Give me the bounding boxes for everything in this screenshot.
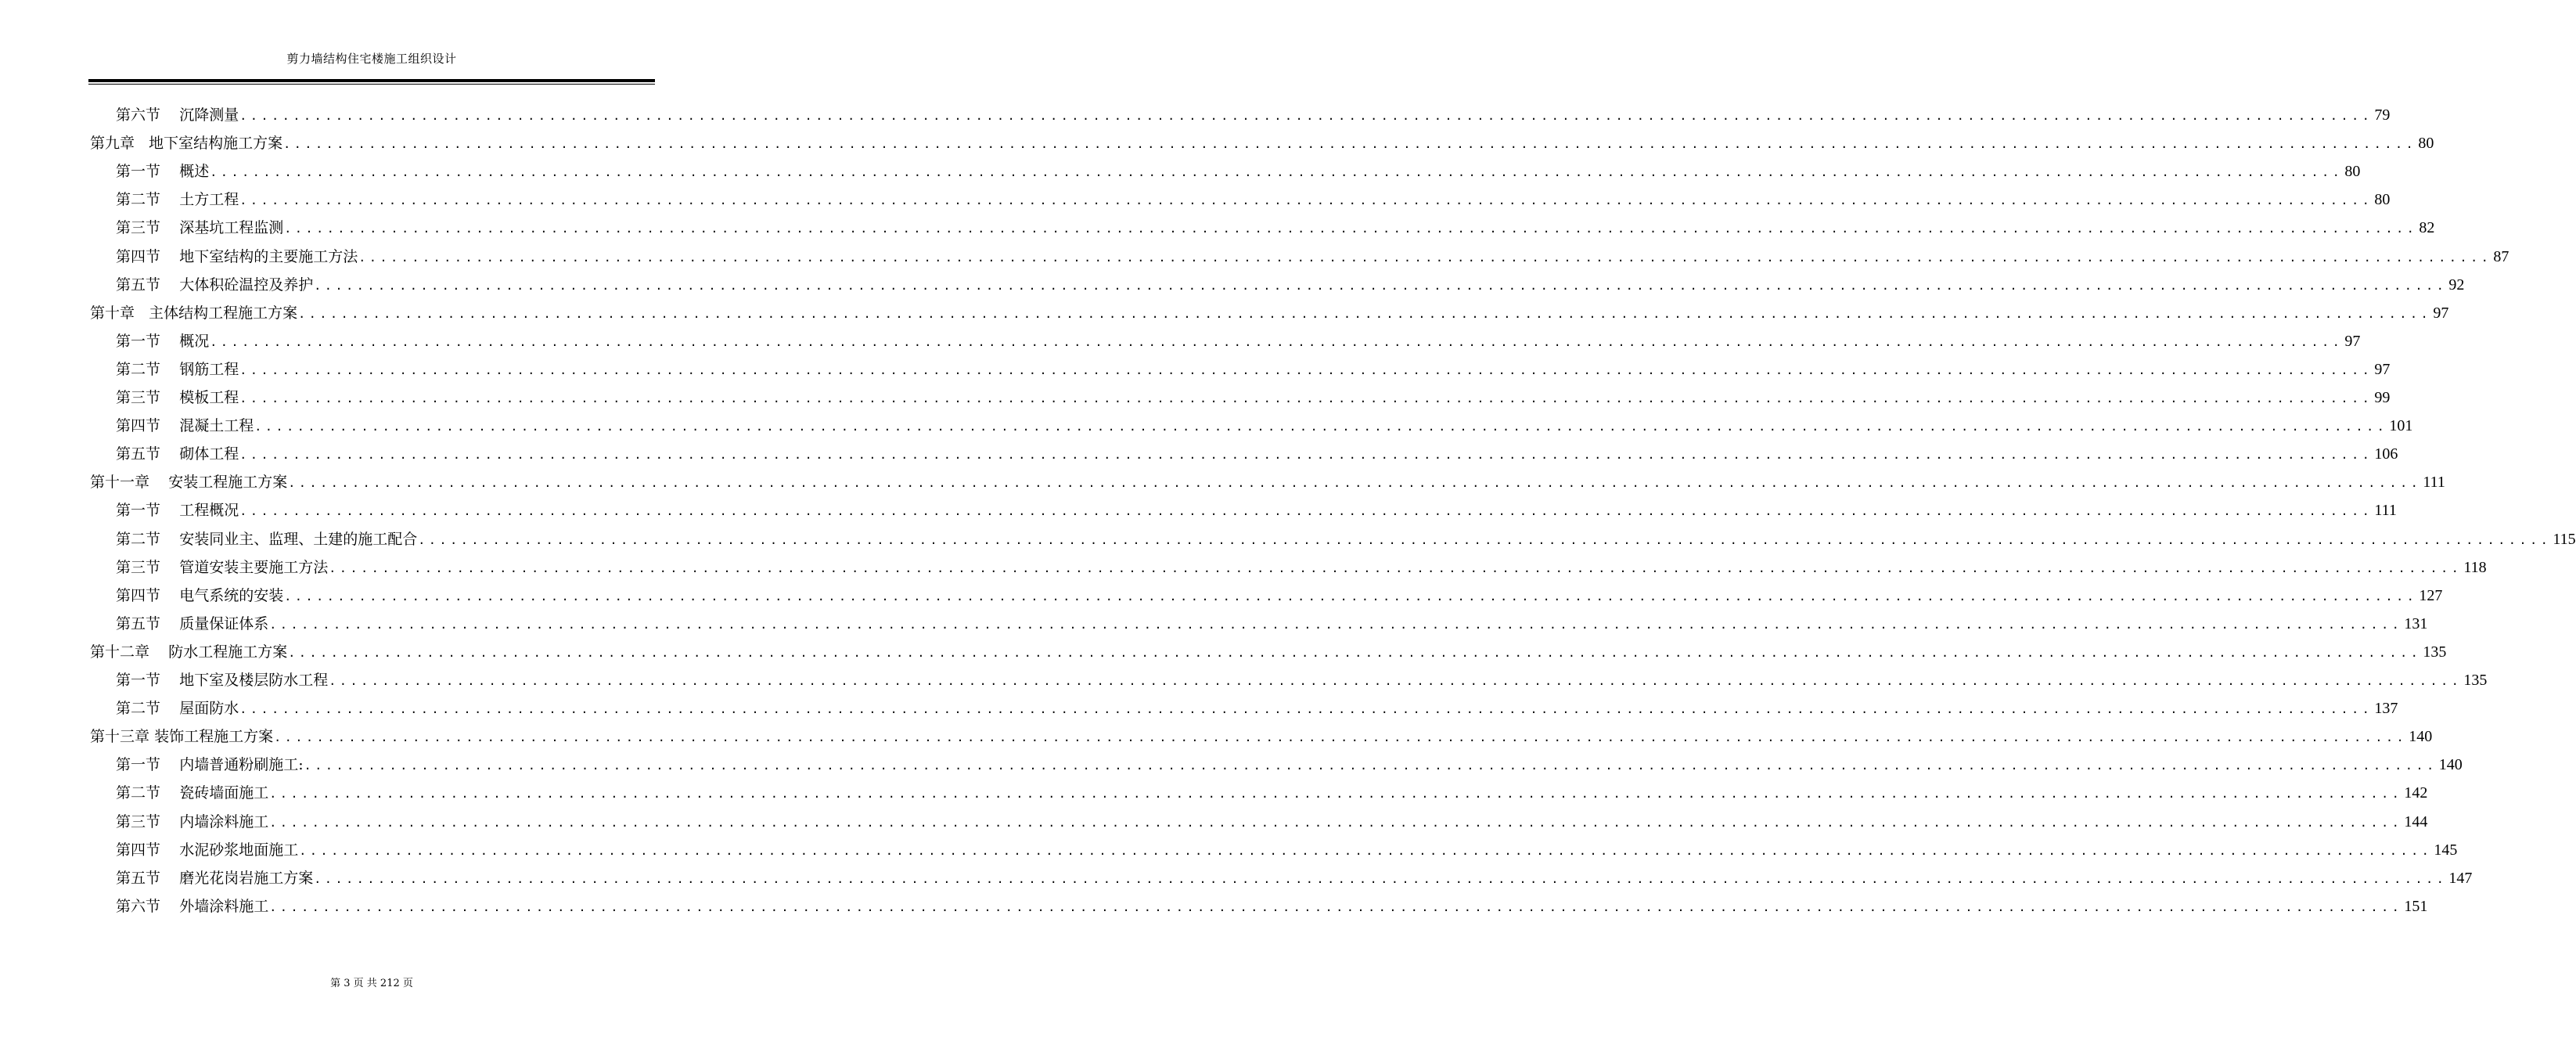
toc-entry-title: 瓷砖墙面施工 [179, 784, 269, 802]
toc-entry-gap [160, 330, 179, 353]
toc-entry-label: 第一节 [116, 502, 161, 520]
toc-entry-title: 内墙普通粉刷施工: [179, 756, 304, 774]
toc-entry-label: 第四节 [116, 247, 161, 265]
toc-entry-gap [160, 528, 179, 551]
toc-dot-leader: ........................................................................................................................................................................................................ [283, 137, 2417, 152]
toc-entry-title: 装饰工程施工方案 [154, 728, 274, 746]
toc-entry-gap [160, 838, 179, 862]
toc-entry-title: 内墙涂料施工 [179, 812, 269, 830]
toc-page-number: 80 [2374, 191, 2391, 209]
toc-dot-leader: ........................................................................................................................................................................................................ [304, 758, 2437, 773]
toc-entry-gap [149, 640, 168, 664]
toc-entry-title: 地下室结构的主要施工方法 [179, 247, 358, 265]
toc-page-number: 142 [2404, 784, 2428, 802]
toc-section-entry [116, 386, 2391, 409]
toc-section-entry [116, 584, 2443, 607]
toc-entry-label: 第四节 [116, 586, 161, 604]
toc-dot-leader: ........................................................................................................................................................................................................ [274, 730, 2408, 745]
toc-entry-label: 第二节 [116, 784, 161, 802]
toc-entry-gap [160, 442, 179, 466]
toc-entry-gap [160, 866, 179, 890]
toc-dot-leader: ........................................................................................................................................................................................................ [329, 560, 2463, 575]
toc-entry-title: 主体结构工程施工方案 [149, 304, 298, 322]
toc-entry-gap [160, 612, 179, 636]
toc-entry-title: 钢筋工程 [179, 360, 239, 378]
toc-page-number: 115 [2553, 530, 2576, 548]
toc-entry-title: 概况 [179, 332, 210, 350]
toc-dot-leader: ........................................................................................................................................................................................................ [284, 222, 2418, 236]
toc-dot-leader: ........................................................................................................................................................................................................ [269, 787, 2403, 802]
toc-page-number: 135 [2463, 672, 2488, 689]
toc-page-number: 147 [2448, 869, 2473, 887]
toc-entry-title: 地下室结构施工方案 [149, 135, 283, 153]
toc-dot-leader: ........................................................................................................................................................................................................ [254, 420, 2388, 434]
toc-dot-leader: ........................................................................................................................................................................................................ [269, 899, 2403, 914]
toc-entry-title: 管道安装主要施工方法 [179, 558, 329, 576]
header-divider-thin [88, 84, 655, 85]
toc-entry-title: 模板工程 [179, 389, 239, 406]
toc-page-number: 127 [2419, 586, 2443, 604]
toc-entry-gap [160, 386, 179, 409]
toc-section-entry [116, 103, 2391, 127]
toc-entry-gap [160, 895, 179, 918]
toc-section-entry [116, 528, 2576, 551]
toc-entry-title: 电气系统的安装 [179, 586, 284, 604]
toc-page-number: 140 [2438, 756, 2463, 774]
toc-section-entry [116, 810, 2428, 834]
toc-dot-leader: ........................................................................................................................................................................................................ [298, 306, 2432, 321]
toc-entry-gap [160, 753, 179, 776]
toc-page-number: 79 [2374, 106, 2391, 124]
toc-chapter-entry [90, 132, 2434, 155]
toc-dot-leader: ........................................................................................................................................................................................................ [358, 250, 2492, 265]
toc-entry-gap [160, 245, 179, 268]
toc-entry-gap [160, 697, 179, 720]
toc-entry-label: 第四节 [116, 417, 161, 435]
toc-section-entry [116, 188, 2391, 211]
toc-entry-label: 第三节 [116, 558, 161, 576]
toc-entry-gap [160, 358, 179, 381]
toc-entry-title: 水泥砂浆地面施工 [179, 841, 299, 859]
toc-page-number: 111 [2374, 502, 2397, 520]
toc-dot-leader: ........................................................................................................................................................................................................ [314, 871, 2448, 886]
toc-page-number: 80 [2418, 135, 2434, 153]
toc-page-number: 99 [2374, 389, 2391, 406]
toc-page-number: 144 [2404, 812, 2428, 830]
toc-entry-title: 磨光花岗岩施工方案 [179, 869, 314, 887]
toc-entry-label: 第六节 [116, 106, 161, 124]
toc-chapter-entry [90, 725, 2433, 748]
toc-entry-title: 屋面防水 [179, 700, 239, 718]
toc-entry-label: 第二节 [116, 530, 161, 548]
toc-entry-label: 第一节 [116, 332, 161, 350]
toc-dot-leader: ........................................................................................................................................................................................................ [239, 362, 2373, 377]
toc-section-entry [116, 414, 2413, 438]
toc-entry-label: 第三节 [116, 389, 161, 406]
toc-entry-title: 质量保证体系 [179, 614, 269, 632]
page-footer: 第 3 页 共 212 页 [330, 978, 413, 989]
toc-entry-label: 第十章 [90, 304, 135, 322]
toc-section-entry [116, 330, 2361, 353]
toc-dot-leader: ........................................................................................................................................................................................................ [299, 843, 2433, 858]
toc-entry-title: 防水工程施工方案 [168, 643, 288, 661]
toc-entry-title: 土方工程 [179, 191, 239, 209]
toc-section-entry [116, 668, 2488, 692]
toc-entry-gap [160, 160, 179, 183]
toc-dot-leader: ........................................................................................................................................................................................................ [210, 165, 2344, 180]
toc-entry-label: 第一节 [116, 756, 161, 774]
toc-entry-label: 第二节 [116, 700, 161, 718]
toc-section-entry [116, 612, 2428, 636]
toc-entry-gap [160, 499, 179, 522]
toc-dot-leader: ........................................................................................................................................................................................................ [239, 504, 2373, 519]
toc-dot-leader: ........................................................................................................................................................................................................ [239, 702, 2373, 717]
toc-dot-leader: ........................................................................................................................................................................................................ [418, 532, 2552, 547]
toc-entry-gap [160, 103, 179, 127]
toc-dot-leader: ........................................................................................................................................................................................................ [329, 674, 2463, 688]
toc-dot-leader: ........................................................................................................................................................................................................ [288, 645, 2422, 660]
toc-entry-label: 第五节 [116, 869, 161, 887]
toc-page-number: 97 [2344, 332, 2361, 350]
toc-entry-label: 第一节 [116, 163, 161, 181]
toc-entry-title: 外墙涂料施工 [179, 897, 269, 915]
toc-entry-title: 地下室及楼层防水工程 [179, 672, 329, 689]
toc-entry-gap [160, 668, 179, 692]
toc-entry-gap [160, 556, 179, 579]
toc-page-number: 151 [2404, 897, 2428, 915]
toc-entry-label: 第三节 [116, 219, 161, 237]
toc-entry-label: 第一节 [116, 672, 161, 689]
toc-section-entry [116, 160, 2361, 183]
toc-entry-gap [160, 810, 179, 834]
toc-entry-title: 安装同业主、监理、土建的施工配合 [179, 530, 418, 548]
toc-entry-title: 混凝土工程 [179, 417, 254, 435]
toc-section-entry [116, 781, 2428, 805]
toc-section-entry [116, 753, 2463, 776]
toc-page-number: 92 [2448, 276, 2465, 294]
toc-page-number: 97 [2433, 304, 2449, 322]
toc-chapter-entry [90, 640, 2447, 664]
toc-page-number: 87 [2493, 247, 2509, 265]
page-header-title: 剪力墙结构住宅楼施工组织设计 [286, 52, 457, 66]
toc-entry-title: 大体积砼温控及养护 [179, 276, 314, 294]
toc-entry-label: 第五节 [116, 614, 161, 632]
toc-entry-label: 第十二章 [90, 643, 150, 661]
toc-entry-gap [160, 584, 179, 607]
toc-entry-label: 第五节 [116, 445, 161, 463]
toc-section-entry [116, 216, 2435, 240]
toc-page-number: 131 [2404, 614, 2428, 632]
header-divider-thick [88, 79, 655, 82]
toc-entry-title: 砌体工程 [179, 445, 239, 463]
toc-entry-gap [160, 781, 179, 805]
toc-entry-label: 第十一章 [90, 474, 150, 492]
toc-page-number: 80 [2344, 163, 2361, 181]
toc-entry-label: 第三节 [116, 812, 161, 830]
toc-entry-title: 概述 [179, 163, 210, 181]
toc-entry-gap [135, 301, 149, 325]
toc-entry-label: 第五节 [116, 276, 161, 294]
toc-page-number: 140 [2409, 728, 2433, 746]
toc-section-entry [116, 499, 2397, 522]
toc-entry-label: 第四节 [116, 841, 161, 859]
toc-section-entry [116, 697, 2398, 720]
toc-section-entry [116, 245, 2509, 268]
toc-section-entry [116, 556, 2487, 579]
toc-page-number: 111 [2423, 474, 2445, 492]
toc-page-number: 137 [2374, 700, 2398, 718]
toc-entry-title: 沉降测量 [179, 106, 239, 124]
toc-dot-leader: ........................................................................................................................................................................................................ [269, 815, 2403, 830]
toc-section-entry [116, 895, 2428, 918]
toc-entry-gap [160, 188, 179, 211]
toc-dot-leader: ........................................................................................................................................................................................................ [269, 617, 2403, 632]
toc-entry-label: 第九章 [90, 135, 135, 153]
toc-section-entry [116, 442, 2398, 466]
toc-section-entry [116, 358, 2391, 381]
toc-dot-leader: ........................................................................................................................................................................................................ [288, 476, 2422, 491]
toc-entry-title: 工程概况 [179, 502, 239, 520]
toc-chapter-entry [90, 301, 2449, 325]
toc-entry-title: 安装工程施工方案 [168, 474, 288, 492]
toc-entry-gap [160, 414, 179, 438]
toc-entry-label: 第二节 [116, 191, 161, 209]
toc-entry-label: 第二节 [116, 360, 161, 378]
toc-entry-gap [160, 216, 179, 240]
toc-page-number: 118 [2463, 558, 2487, 576]
toc-entry-gap [135, 132, 149, 155]
toc-dot-leader: ........................................................................................................................................................................................................ [239, 109, 2373, 123]
toc-entry-gap [160, 273, 179, 297]
toc-page-number: 106 [2374, 445, 2398, 463]
toc-entry-title: 深基坑工程监测 [179, 219, 284, 237]
toc-page-number: 135 [2423, 643, 2447, 661]
toc-dot-leader: ........................................................................................................................................................................................................ [284, 589, 2418, 603]
toc-section-entry [116, 866, 2473, 890]
toc-page-number: 101 [2389, 417, 2413, 435]
toc-entry-gap [149, 470, 168, 494]
toc-dot-leader: ........................................................................................................................................................................................................ [210, 334, 2344, 349]
toc-dot-leader: ........................................................................................................................................................................................................ [239, 391, 2373, 405]
toc-dot-leader: ........................................................................................................................................................................................................ [239, 193, 2373, 208]
toc-dot-leader: ........................................................................................................................................................................................................ [314, 278, 2448, 293]
toc-dot-leader: ........................................................................................................................................................................................................ [239, 448, 2373, 463]
toc-entry-label: 第十三章 [90, 728, 150, 746]
toc-chapter-entry [90, 470, 2445, 494]
toc-entry-label: 第六节 [116, 897, 161, 915]
toc-section-entry [116, 838, 2458, 862]
toc-page-number: 97 [2374, 360, 2391, 378]
toc-section-entry [116, 273, 2465, 297]
toc-page-number: 82 [2419, 219, 2435, 237]
toc-page-number: 145 [2434, 841, 2458, 859]
